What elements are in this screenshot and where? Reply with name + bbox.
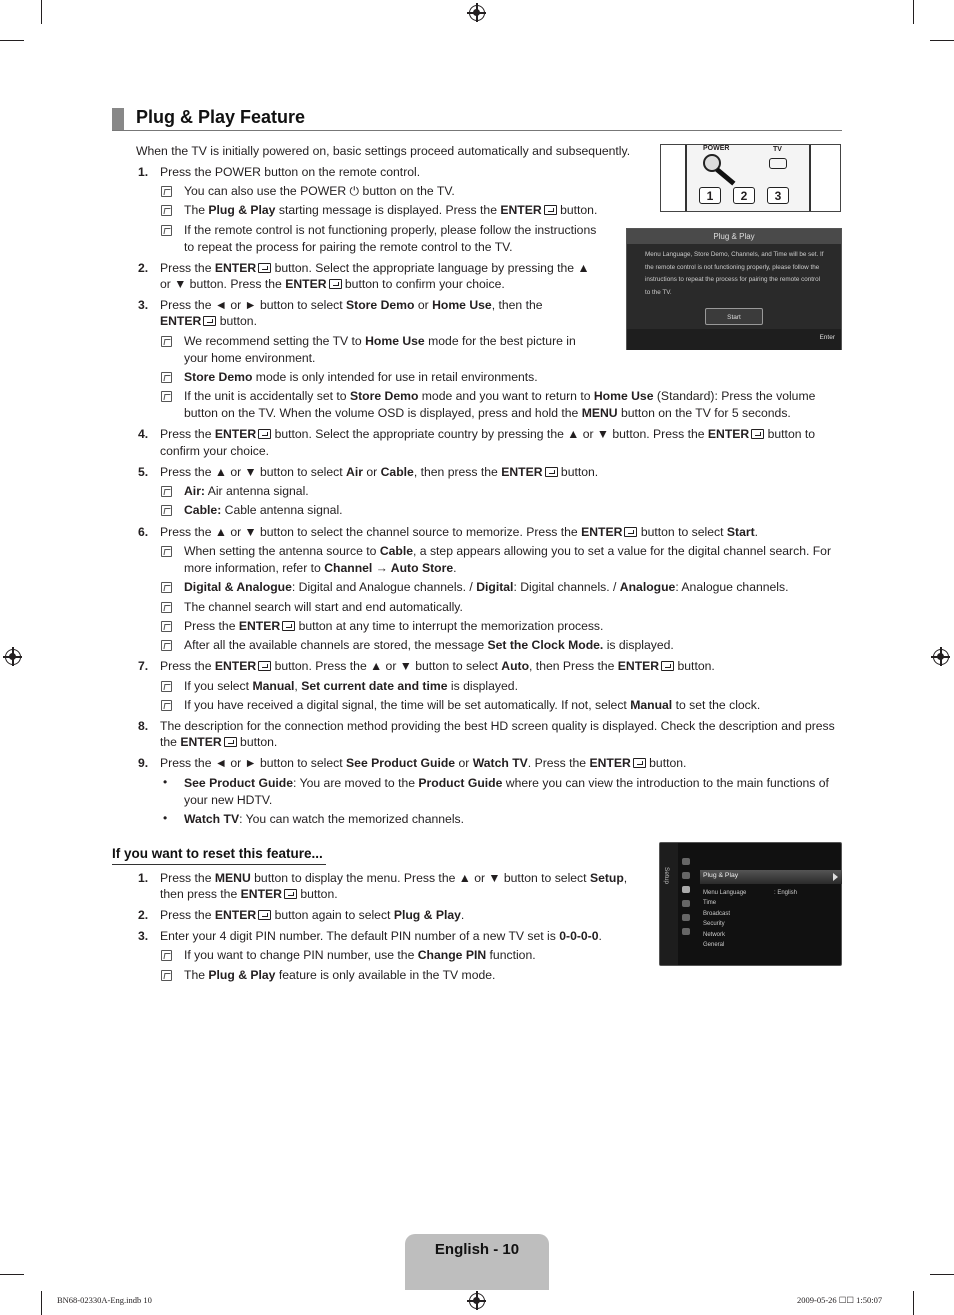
enter-icon: [203, 316, 216, 326]
step-7-line-1: Press the ENTER button. Press the ▲ or ▼ button to select Auto, then Press the ENTER button.: [160, 659, 715, 673]
key-2: 2: [733, 187, 755, 204]
step-number: 4.: [138, 427, 149, 441]
step-3-note-2: Store Demo mode is only intended for use in retail environments.: [184, 370, 538, 384]
step-6-note-3: The channel search will start and end automatically.: [184, 600, 463, 614]
step-6-note-1-line-1: When setting the antenna source to Cable, a step appears allowing you to set a value for the digital channel search. For: [184, 544, 832, 558]
step-number: 2.: [138, 908, 149, 922]
step-number: 2.: [138, 261, 149, 275]
step-2-line-1: Press the ENTER button. Select the appropriate language by pressing the ▲: [160, 261, 590, 275]
crop-mark: [41, 0, 42, 24]
step-number: 8.: [138, 719, 149, 733]
step-3-note-1-line-1: We recommend setting the TV to Home Use mode for the best picture in: [184, 334, 576, 348]
enter-icon: [329, 279, 342, 289]
enter-icon: [258, 661, 271, 671]
step-9-bullet-1-line-1: See Product Guide: You are moved to the Product Guide where you can view the introduction to the main functions of: [184, 776, 829, 790]
intro-text: When the TV is initially powered on, basic settings proceed automatically and subsequently.: [136, 144, 631, 158]
step-9-bullet-2: Watch TV: You can watch the memorized channels.: [184, 812, 465, 826]
menu-item[interactable]: Network: [703, 932, 726, 938]
step-9-bullet-1-line-2: your new HDTV.: [184, 793, 273, 807]
step-4-line-2: confirm your choice.: [160, 444, 270, 458]
step-number: 3.: [138, 929, 149, 943]
enter-icon: [545, 467, 558, 477]
crop-mark: [41, 1291, 42, 1315]
step-6-note-1-line-2: more information, refer to Channel → Auto Store.: [184, 561, 457, 575]
step-3-note-3-line-1: If the unit is accidentally set to Store Demo mode and you want to return to Home Use (Standard): Press the volume: [184, 389, 816, 403]
step-1-note-2: The Plug & Play starting message is displayed. Press the ENTER button.: [184, 203, 598, 217]
enter-icon: [661, 661, 674, 671]
menu-icon: [682, 928, 690, 935]
step-3-line-1: Press the ◄ or ► button to select Store Demo or Home Use, then the: [160, 298, 543, 312]
step-6-note-5: After all the available channels are stored, the message Set the Clock Mode. is displayed.: [184, 638, 674, 652]
note-icon: [161, 391, 172, 402]
step-6-line-1: Press the ▲ or ▼ button to select the channel source to memorize. Press the ENTER button to select Start.: [160, 525, 759, 539]
crop-mark: [930, 40, 954, 41]
step-number: 9.: [138, 756, 149, 770]
note-icon: [161, 372, 172, 383]
note-icon: [161, 640, 172, 651]
step-9-line-1: Press the ◄ or ► button to select See Product Guide or Watch TV. Press the ENTER button.: [160, 756, 687, 770]
bullet-icon: •: [163, 775, 168, 789]
step-5-line-1: Press the ▲ or ▼ button to select Air or Cable, then press the ENTER button.: [160, 465, 599, 479]
step-5-note-air: Air: Air antenna signal.: [184, 484, 309, 498]
crop-mark: [913, 1291, 914, 1315]
enter-icon: [751, 429, 764, 439]
step-3-note-3-line-2: button on the TV. When the volume OSD is displayed, press and hold the MENU button on the TV for 5 seconds.: [184, 406, 791, 420]
step-number: 6.: [138, 525, 149, 539]
key-3: 3: [767, 187, 789, 204]
note-icon: [161, 582, 172, 593]
step-1-note-3-line-1: If the remote control is not functioning properly, please follow the instructions: [184, 223, 597, 237]
step-number: 5.: [138, 465, 149, 479]
menu-item[interactable]: Broadcast: [703, 911, 731, 917]
page-number: English - 10: [434, 1241, 520, 1258]
step-4-line-1: Press the ENTER button. Select the appropriate country by pressing the ▲ or ▼ button. Press the ENTER button to: [160, 427, 816, 441]
note-icon: [161, 186, 172, 197]
reset-title-underline: [112, 864, 326, 865]
step-number: 1.: [138, 165, 149, 179]
tv-key-icon: [769, 158, 787, 169]
key-1: 1: [699, 187, 721, 204]
menu-icon: [682, 900, 690, 907]
reset-step-3-note-1: If you want to change PIN number, use the Change PIN function.: [184, 948, 536, 962]
menu-item[interactable]: General: [703, 942, 725, 948]
note-icon: [161, 602, 172, 613]
reset-step-1-line-2: then press the ENTER button.: [160, 887, 338, 901]
note-icon: [161, 950, 172, 961]
registration-mark-icon: [469, 1293, 485, 1309]
note-icon: [161, 700, 172, 711]
menu-icons: [682, 858, 692, 942]
osd-message: Menu Language, Store Demo, Channels, and Time will be set. If the remote control is not functioning properly, please follow the instructions to repeat the process for pairing the remote control to the TV.: [645, 251, 824, 296]
note-icon: [161, 486, 172, 497]
enter-icon: [284, 889, 297, 899]
step-8-line-1: The description for the connection method providing the best HD screen quality is displayed. Check the description and press: [160, 719, 835, 733]
enter-icon: [544, 205, 557, 215]
title-underline: [112, 130, 842, 131]
tv-label: TV: [773, 146, 782, 153]
crop-mark: [930, 1274, 954, 1275]
menu-language-value: : English: [774, 890, 798, 896]
remote-control-figure: [660, 144, 841, 212]
step-7-note-2: If you have received a digital signal, the time will be set automatically. If not, select Manual to set the clock.: [184, 698, 761, 712]
enter-icon: [624, 527, 637, 537]
crop-mark: [0, 40, 24, 41]
note-icon: [161, 225, 172, 236]
note-icon: [161, 205, 172, 216]
step-5-note-cable: Cable: Cable antenna signal.: [184, 503, 343, 517]
step-6-note-4: Press the ENTER button at any time to interrupt the memorization process.: [184, 619, 604, 633]
step-8-line-2: the ENTER button.: [160, 735, 278, 749]
title-accent-bar: [112, 108, 124, 130]
note-icon: [161, 681, 172, 692]
reset-section-title: If you want to reset this feature...: [112, 846, 323, 861]
menu-icon: [682, 872, 690, 879]
menu-item[interactable]: Menu Language: [703, 890, 747, 896]
reset-step-2: Press the ENTER button again to select Plug & Play.: [160, 908, 465, 922]
bullet-icon: •: [163, 811, 168, 825]
registration-mark-icon: [933, 649, 949, 665]
osd-header: Plug & Play: [627, 229, 841, 244]
step-1-note-3-line-2: to repeat the process for pairing the remote control to the TV.: [184, 240, 513, 254]
note-icon: [161, 336, 172, 347]
step-1-note-1: You can also use the POWER ⏻ button on the TV.: [184, 184, 455, 198]
note-icon: [161, 505, 172, 516]
enter-icon: [258, 263, 271, 273]
step-number: 7.: [138, 659, 149, 673]
note-icon: [161, 621, 172, 632]
crop-mark: [913, 0, 914, 24]
power-symbol-icon: ⏻: [349, 184, 360, 198]
step-3-line-2: ENTER button.: [160, 314, 257, 328]
step-3-note-1-line-2: your home environment.: [184, 351, 316, 365]
step-number: 3.: [138, 298, 149, 312]
osd-sidebar: [660, 843, 678, 965]
crop-mark: [0, 1274, 24, 1275]
print-slug-right: 2009-05-26 ☐☐ 1:50:07: [797, 1295, 883, 1305]
page-title: Plug & Play Feature: [136, 107, 306, 127]
registration-mark-icon: [5, 649, 21, 665]
step-number: 1.: [138, 871, 149, 885]
arrow-right-icon: [833, 873, 838, 881]
setup-side-label: Setup: [663, 867, 670, 884]
power-label: POWER: [703, 145, 730, 152]
menu-item-plug-and-play[interactable]: Plug & Play: [700, 870, 842, 884]
note-icon: [161, 546, 172, 557]
reset-step-3-note-2: The Plug & Play feature is only available in the TV mode.: [184, 968, 496, 982]
setup-menu-osd: [659, 842, 842, 966]
enter-icon: [224, 737, 237, 747]
enter-icon: [633, 758, 646, 768]
step-7-note-1: If you select Manual, Set current date and time is displayed.: [184, 679, 518, 693]
osd-start-button[interactable]: Start: [705, 308, 763, 325]
step-1-text: Press the POWER button on the remote control.: [160, 165, 421, 179]
osd-footer: [627, 329, 841, 350]
note-icon: [161, 970, 172, 981]
step-2-line-2: or ▼ button. Press the ENTER button to confirm your choice.: [160, 277, 505, 291]
menu-icon: [682, 914, 690, 921]
registration-mark-icon: [469, 5, 485, 21]
setup-gear-icon: [682, 886, 690, 893]
osd-enter-hint: Enter: [819, 334, 835, 341]
reset-step-1-line-1: Press the MENU button to display the menu. Press the ▲ or ▼ button to select Setup,: [160, 871, 628, 885]
enter-icon: [258, 910, 271, 920]
plug-and-play-osd: [626, 228, 842, 350]
menu-item[interactable]: Time: [703, 900, 717, 906]
print-slug-left: BN68-02330A-Eng.indb 10: [57, 1295, 152, 1305]
enter-icon: [258, 429, 271, 439]
menu-item[interactable]: Security: [703, 921, 725, 927]
reset-step-3: Enter your 4 digit PIN number. The default PIN number of a new TV set is 0-0-0-0.: [160, 929, 602, 943]
menu-icon: [682, 858, 690, 865]
enter-icon: [282, 621, 295, 631]
step-6-note-2: Digital & Analogue: Digital and Analogue channels. / Digital: Digital channels. / Analogue: Analogue channels.: [184, 580, 789, 594]
